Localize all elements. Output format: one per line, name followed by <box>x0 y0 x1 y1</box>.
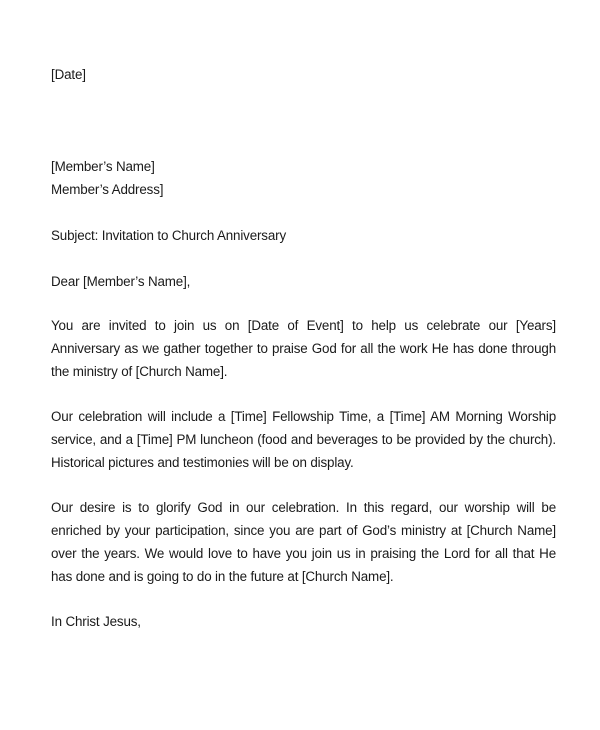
paragraph-invitation: You are invited to join us on [Date of Event] to help us celebrate our [Years] Anniversary as we gather together to praise God for all the work He has done through the ministry of [Church Name]. <box>51 318 556 379</box>
letter-body <box>51 63 556 633</box>
recipient-block <box>51 155 556 201</box>
letter-closing: In Christ Jesus, <box>51 614 141 629</box>
letter-date: [Date] <box>51 67 86 82</box>
recipient-address: Member’s Address] <box>51 182 164 197</box>
letter-salutation: Dear [Member’s Name], <box>51 274 191 289</box>
letter-subject: Subject: Invitation to Church Anniversary <box>51 228 287 243</box>
paragraph-celebration: Our celebration will include a [Time] Fellowship Time, a [Time] AM Morning Worship service, and a [Time] PM luncheon (food and beverages to be provided by the church). Historical pictures and testimonies will be on display. <box>51 409 556 470</box>
paragraph-desire: Our desire is to glorify God in our celebration. In this regard, our worship will be enriched by your participation, since you are part of God’s ministry at [Church Name] over the years. We would love to have you join us in praising the Lord for all that He has done and is going to do in the future at [Church Name]. <box>51 500 556 584</box>
recipient-name: [Member’s Name] <box>51 159 155 174</box>
